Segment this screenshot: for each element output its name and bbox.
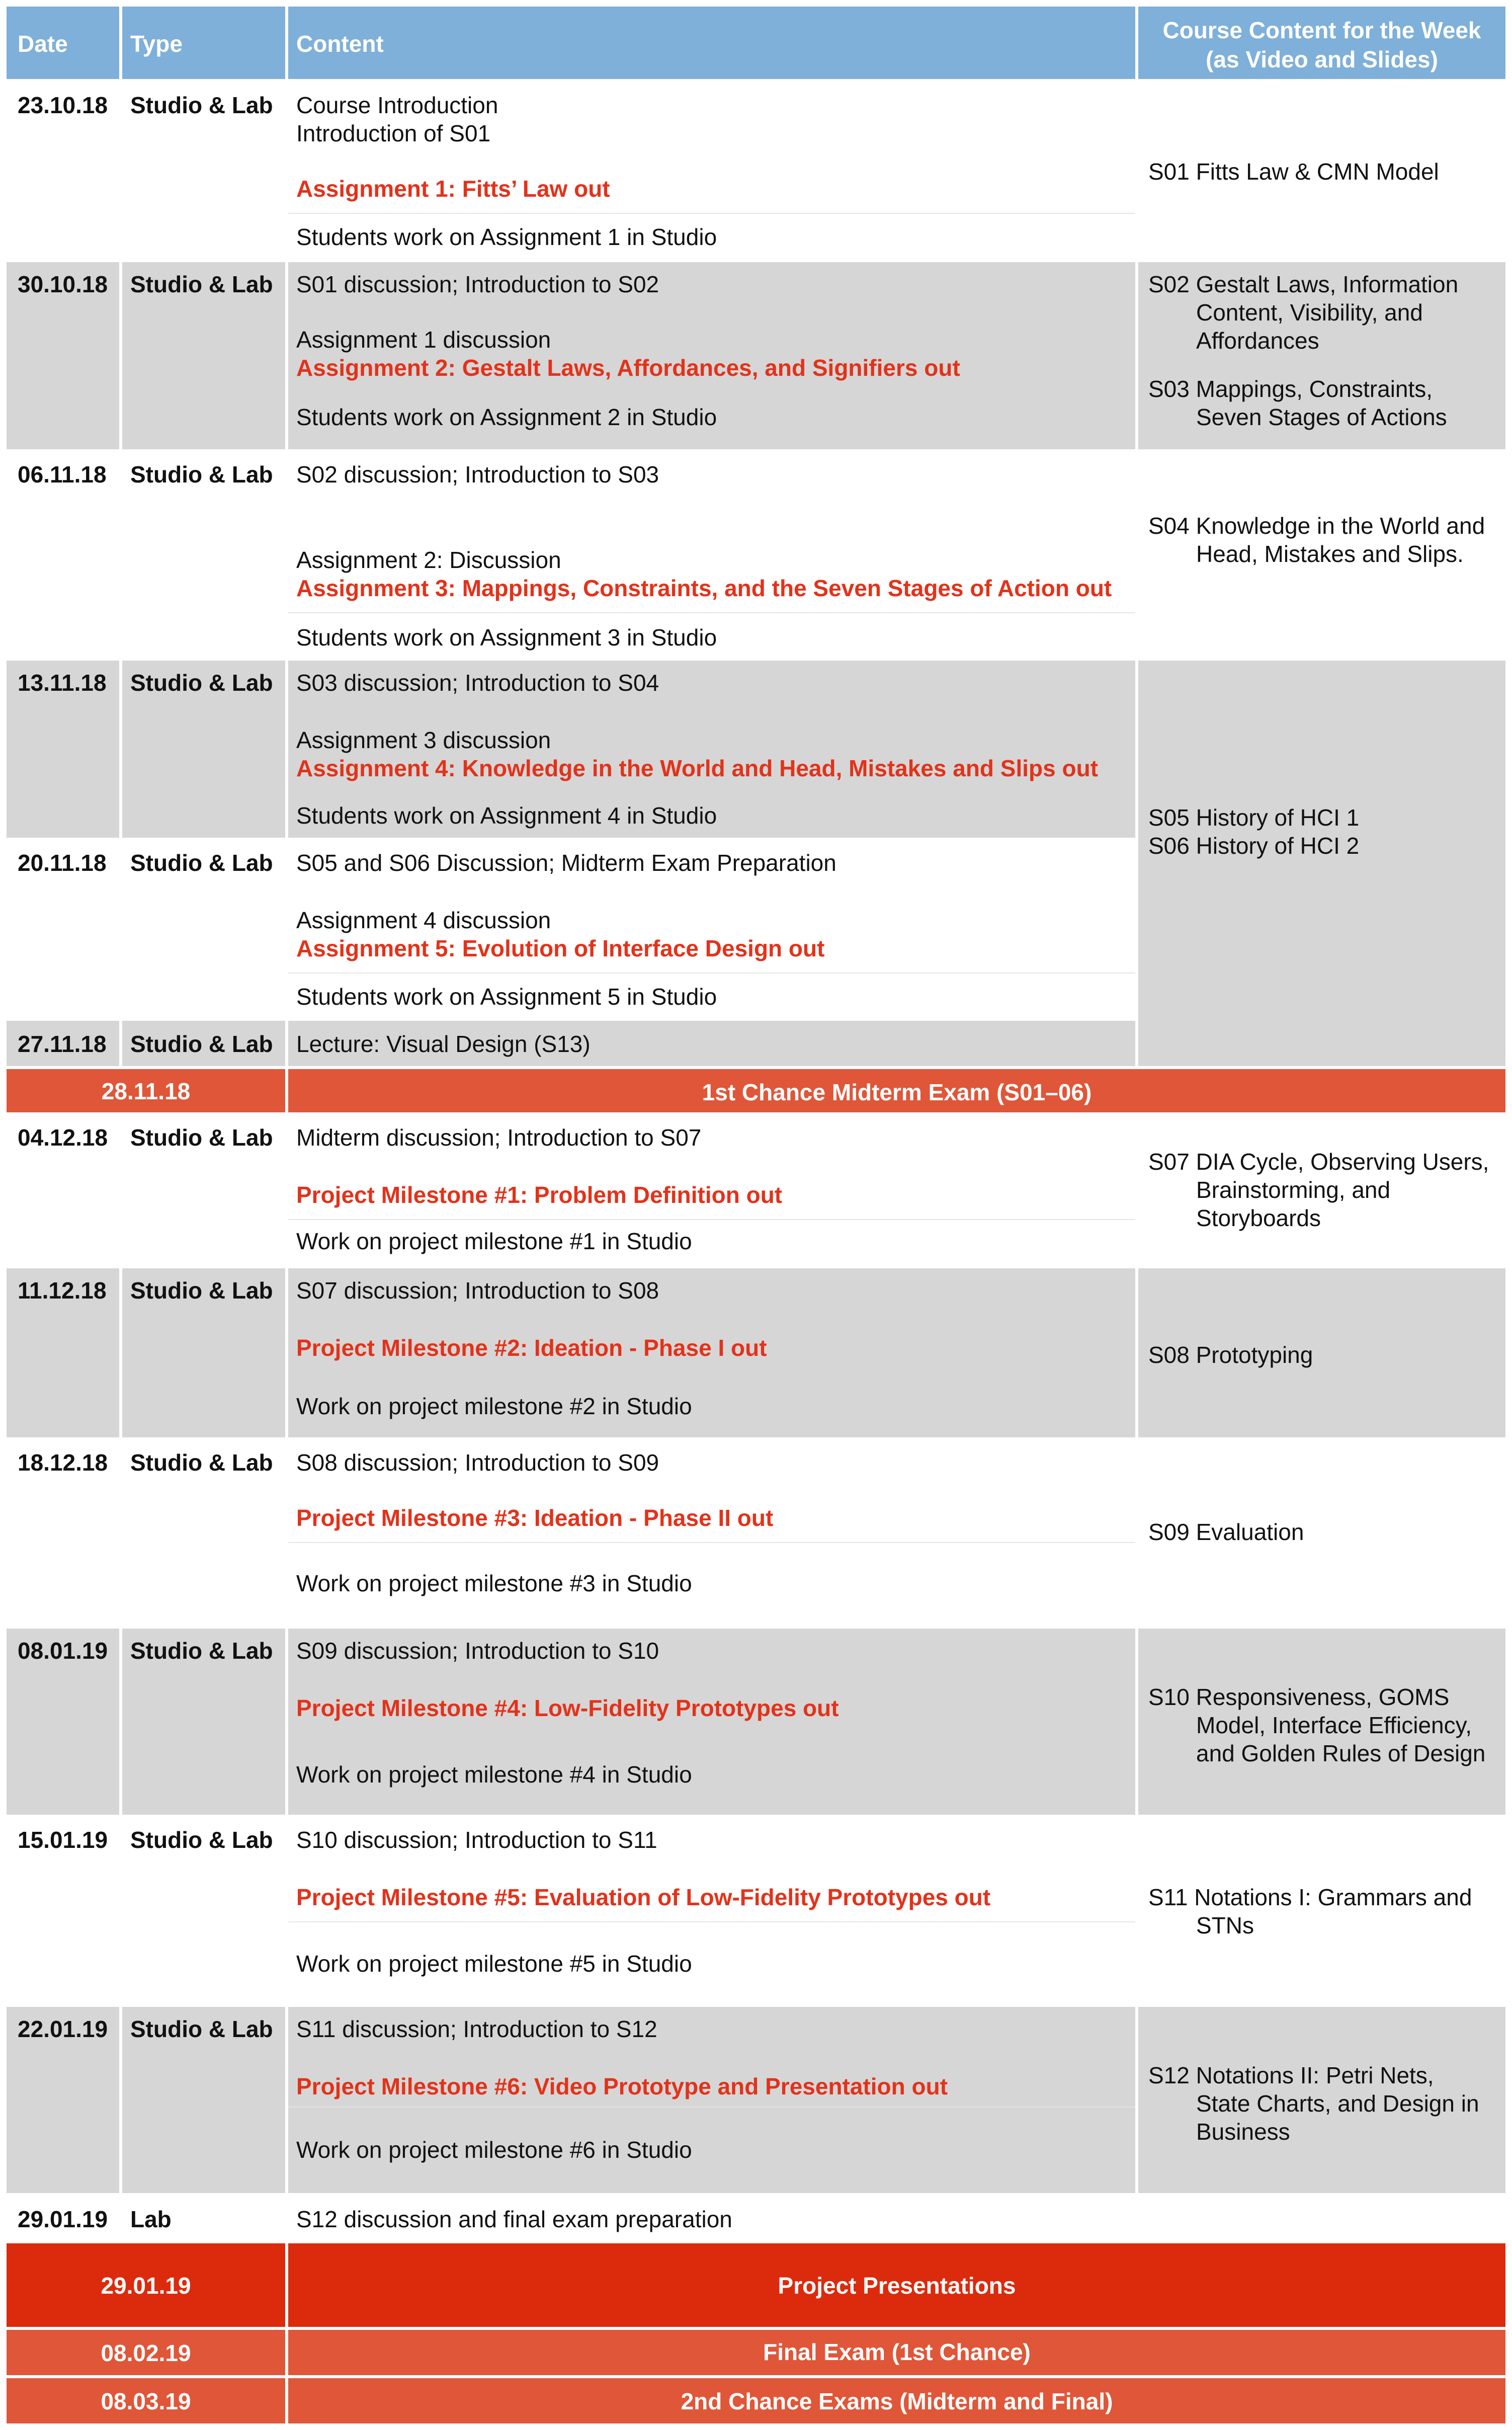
row-type-cell [121, 1627, 287, 1816]
header-content-cell [287, 5, 1137, 80]
row-date: 18.12.18 [18, 1449, 108, 1476]
row-separator [288, 612, 1135, 613]
midterm-banner [287, 1068, 1507, 1114]
week-content-line: Brainstorming, and [1196, 1177, 1391, 1203]
row-type: Studio & Lab [130, 670, 273, 696]
row-type: Studio & Lab [130, 2016, 273, 2042]
week-content-cell [1137, 1267, 1507, 1439]
week-content-line: S09 Evaluation [1148, 1519, 1304, 1545]
row-date: 13.11.18 [18, 670, 107, 696]
row-date: 04.12.18 [18, 1124, 108, 1151]
midterm-date: 28.11.18 [101, 1078, 191, 1104]
row-type-cell [121, 2195, 287, 2242]
row-intro: S12 discussion and final exam preparation [296, 2206, 732, 2232]
week-content-line: Storyboards [1196, 1205, 1321, 1231]
row-studio: Work on project milestone #1 in Studio [296, 1228, 692, 1254]
week-content-cell [1137, 2195, 1507, 2242]
row-intro: Midterm discussion; Introduction to S07 [296, 1124, 702, 1151]
row-separator [288, 213, 1135, 214]
row-date: 15.01.19 [18, 1827, 108, 1853]
row-assignment: Assignment 1: Fitts’ Law out [296, 176, 610, 202]
row-date-cell [5, 659, 121, 839]
row-date-cell [5, 1816, 121, 2005]
row-type: Studio & Lab [130, 461, 273, 488]
row-studio: Students work on Assignment 3 in Studio [296, 624, 717, 651]
row-type: Studio & Lab [130, 1031, 273, 1057]
row-date-cell [5, 80, 121, 261]
row-date-cell [5, 1627, 121, 1816]
week-content-cell [1137, 1439, 1507, 1627]
row-date: 20.11.18 [18, 850, 107, 876]
week-content-line: Seven Stages of Actions [1196, 404, 1447, 430]
second-chance-date: 08.03.19 [101, 2388, 191, 2414]
row-assignment: Project Milestone #2: Ideation - Phase I out [296, 1335, 767, 1361]
row-studio: Students work on Assignment 2 in Studio [296, 404, 717, 430]
row-date: 29.01.19 [18, 2206, 108, 2232]
row-intro: S09 discussion; Introduction to S10 [296, 1638, 659, 1664]
row-content-cell [287, 2005, 1137, 2195]
row-discussion: Assignment 1 discussion [296, 327, 551, 353]
row-studio: Students work on Assignment 5 in Studio [296, 984, 717, 1010]
header-week-line1: Course Content for the Week [1162, 17, 1481, 43]
row-assignment: Project Milestone #3: Ideation - Phase II out [296, 1505, 774, 1531]
final-date-cell [5, 2328, 287, 2377]
presentations-date: 29.01.19 [101, 2273, 191, 2299]
row-date: 08.01.19 [18, 1638, 108, 1664]
midterm-label: 1st Chance Midterm Exam (S01–06) [702, 1079, 1092, 1105]
row-intro: Lecture: Visual Design (S13) [296, 1031, 591, 1057]
week-content-cell [1137, 80, 1507, 261]
row-assignment: Project Milestone #1: Problem Definition out [296, 1182, 783, 1208]
row-type: Studio & Lab [130, 850, 273, 876]
week-content-cell [1137, 1627, 1507, 1816]
row-assignment: Project Milestone #6: Video Prototype and Presentation out [296, 2073, 948, 2099]
row-intro-line2: Introduction of S01 [296, 120, 491, 146]
row-type-cell [121, 1019, 287, 1068]
row-assignment: Assignment 4: Knowledge in the World and Head, Mistakes and Slips out [296, 755, 1099, 781]
row-date-cell [5, 2195, 121, 2242]
week-content-line: S08 Prototyping [1148, 1342, 1313, 1368]
row-type-cell [121, 451, 287, 659]
week-content-line: Business [1196, 2119, 1290, 2145]
row-date: 22.01.19 [18, 2016, 108, 2042]
week-content-line: Affordances [1196, 328, 1319, 354]
midterm-date-cell [5, 1068, 287, 1114]
row-content-cell [287, 1267, 1137, 1439]
row-separator [288, 1219, 1135, 1220]
second-chance-date-cell [5, 2377, 287, 2425]
week-content-line: S10 Responsiveness, GOMS [1148, 1684, 1450, 1710]
week-content-line: S01 Fitts Law & CMN Model [1148, 158, 1439, 185]
row-type-cell [121, 1114, 287, 1267]
row-intro: Course Introduction [296, 92, 498, 118]
row-type-cell [121, 80, 287, 261]
row-intro: S03 discussion; Introduction to S04 [296, 670, 659, 696]
week-content-cell [1137, 261, 1507, 451]
row-assignment: Project Milestone #5: Evaluation of Low-Fidelity Prototypes out [296, 1884, 991, 1910]
header-week-cell [1137, 5, 1507, 80]
row-date: 06.11.18 [18, 461, 107, 488]
final-banner [287, 2328, 1507, 2377]
row-assignment: Assignment 2: Gestalt Laws, Affordances, and Signifiers out [296, 355, 960, 381]
row-discussion: Assignment 3 discussion [296, 727, 551, 753]
row-content-cell [287, 1019, 1137, 1068]
row-type: Studio & Lab [130, 1827, 273, 1853]
row-content-cell [287, 1816, 1137, 2005]
week-content-line: Head, Mistakes and Slips. [1196, 541, 1464, 567]
row-date-cell [5, 1439, 121, 1627]
row-content-cell [287, 2195, 1137, 2242]
row-date: 27.11.18 [18, 1031, 107, 1057]
week-content-cell [1137, 2005, 1507, 2195]
row-type-cell [121, 659, 287, 839]
header-type: Type [130, 31, 183, 57]
header-type-cell [121, 5, 287, 80]
row-type: Studio & Lab [130, 1277, 273, 1304]
row-studio: Work on project milestone #3 in Studio [296, 1570, 692, 1596]
presentations-label: Project Presentations [778, 2273, 1016, 2299]
row-content-cell [287, 451, 1137, 659]
row-assignment: Assignment 3: Mappings, Constraints, and the Seven Stages of Action out [296, 575, 1112, 601]
week-content-line: S03 Mappings, Constraints, [1148, 376, 1433, 402]
row-content-cell [287, 659, 1137, 839]
row-date-cell [5, 1114, 121, 1267]
presentations-banner [287, 2242, 1507, 2328]
header-content: Content [296, 31, 384, 57]
week-content-cell [1137, 659, 1507, 1068]
row-date: 23.10.18 [18, 92, 108, 118]
row-studio: Work on project milestone #6 in Studio [296, 2137, 692, 2163]
week-content-line: Content, Visibility, and [1196, 299, 1423, 326]
row-separator [288, 1921, 1135, 1922]
row-studio: Students work on Assignment 4 in Studio [296, 802, 717, 829]
header-date: Date [18, 31, 68, 57]
row-date-cell [5, 839, 121, 1019]
row-assignment: Project Milestone #4: Low-Fidelity Prototypes out [296, 1695, 839, 1721]
row-date: 30.10.18 [18, 271, 108, 297]
row-intro: S01 discussion; Introduction to S02 [296, 271, 659, 297]
row-content-cell [287, 80, 1137, 261]
row-content-cell [287, 1439, 1137, 1627]
row-type: Studio & Lab [130, 271, 273, 297]
row-type: Studio & Lab [130, 1638, 273, 1664]
row-type-cell [121, 261, 287, 451]
row-content-cell [287, 1627, 1137, 1816]
row-type: Studio & Lab [130, 92, 273, 118]
week-content-cell [1137, 451, 1507, 659]
row-date-cell [5, 1019, 121, 1068]
row-date: 11.12.18 [18, 1277, 107, 1304]
week-content-line: S11 Notations I: Grammars and [1148, 1884, 1472, 1910]
row-intro: S02 discussion; Introduction to S03 [296, 461, 659, 488]
presentations-date-cell [5, 2242, 287, 2328]
week-content-line: S05 History of HCI 1 [1148, 804, 1360, 831]
row-content-cell [287, 261, 1137, 451]
header-week-line2: (as Video and Slides) [1206, 46, 1438, 72]
row-date-cell [5, 2005, 121, 2195]
row-studio: Work on project milestone #5 in Studio [296, 1951, 692, 1977]
row-studio: Work on project milestone #2 in Studio [296, 1393, 692, 1419]
row-type-cell [121, 2005, 287, 2195]
week-content-line: S04 Knowledge in the World and [1148, 513, 1485, 539]
final-date: 08.02.19 [101, 2340, 191, 2366]
row-content-cell [287, 839, 1137, 1019]
final-label: Final Exam (1st Chance) [763, 2339, 1031, 2365]
week-content-line: STNs [1196, 1912, 1254, 1938]
row-separator [288, 2107, 1135, 2108]
row-intro: S10 discussion; Introduction to S11 [296, 1827, 657, 1853]
row-type: Studio & Lab [130, 1124, 273, 1151]
row-type-cell [121, 839, 287, 1019]
week-content-line: and Golden Rules of Design [1196, 1740, 1486, 1766]
row-type-cell [121, 1267, 287, 1439]
row-date-cell [5, 261, 121, 451]
row-type-cell [121, 1439, 287, 1627]
second-chance-banner [287, 2377, 1507, 2425]
row-assignment: Assignment 5: Evolution of Interface Design out [296, 935, 825, 961]
row-intro: S11 discussion; Introduction to S12 [296, 2016, 657, 2042]
row-date-cell [5, 451, 121, 659]
row-date-cell [5, 1267, 121, 1439]
row-discussion: Assignment 4 discussion [296, 907, 551, 933]
row-intro: S07 discussion; Introduction to S08 [296, 1277, 659, 1304]
row-type: Lab [130, 2206, 172, 2232]
row-separator [288, 973, 1135, 974]
week-content-cell [1137, 1114, 1507, 1267]
week-content-cell [1137, 1816, 1507, 2005]
row-discussion: Assignment 2: Discussion [296, 547, 561, 573]
week-content-line: S06 History of HCI 2 [1148, 833, 1360, 859]
row-content-cell [287, 1114, 1137, 1267]
row-studio: Students work on Assignment 1 in Studio [296, 224, 717, 250]
header-date-cell [5, 5, 121, 80]
row-intro: S05 and S06 Discussion; Midterm Exam Preparation [296, 850, 836, 876]
week-content-line: S02 Gestalt Laws, Information [1148, 271, 1459, 297]
row-separator [288, 1542, 1135, 1543]
week-content-line: State Charts, and Design in [1196, 2090, 1479, 2117]
week-content-line: Model, Interface Efficiency, [1196, 1712, 1472, 1738]
second-chance-label: 2nd Chance Exams (Midterm and Final) [681, 2388, 1113, 2414]
week-content-line: S07 DIA Cycle, Observing Users, [1148, 1149, 1489, 1175]
row-type-cell [121, 1816, 287, 2005]
row-type: Studio & Lab [130, 1449, 273, 1476]
row-studio: Work on project milestone #4 in Studio [296, 1761, 692, 1788]
week-content-line: S12 Notations II: Petri Nets, [1148, 2062, 1434, 2088]
row-intro: S08 discussion; Introduction to S09 [296, 1449, 659, 1476]
